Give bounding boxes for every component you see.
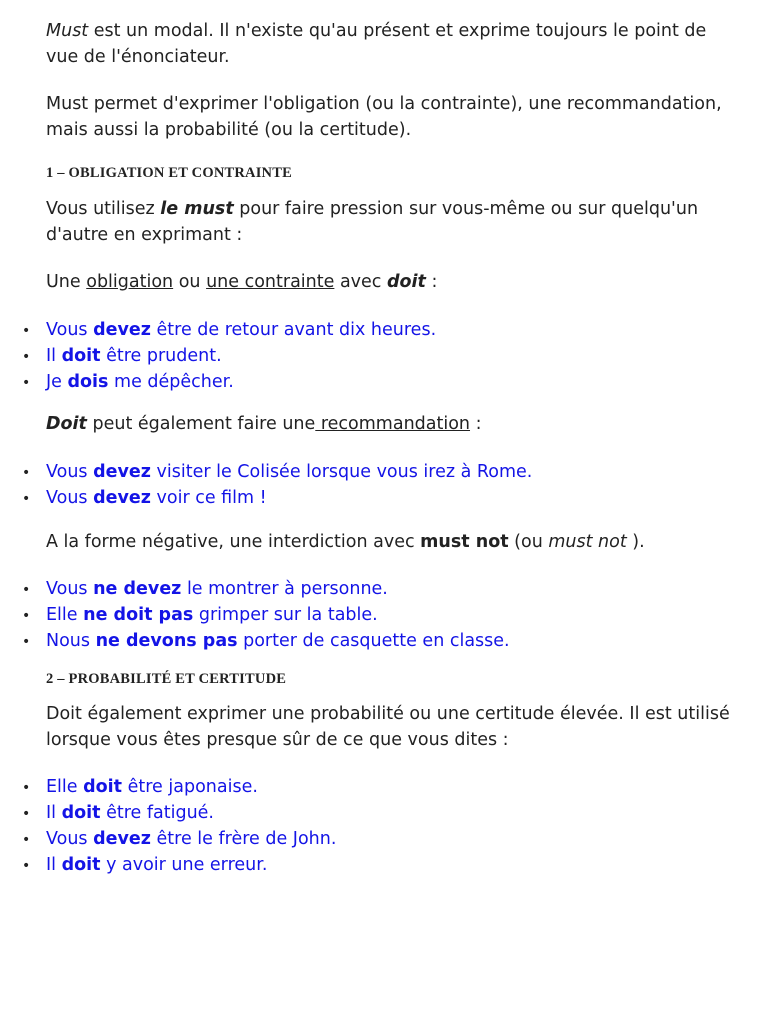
modal-verb: ne devez	[93, 579, 182, 599]
modal-verb: ne doit pas	[83, 605, 194, 625]
text: porter de casquette en classe.	[237, 631, 510, 651]
must-word: Must	[46, 21, 89, 41]
example-list-negative	[0, 576, 510, 654]
intro-paragraph-1	[46, 18, 736, 70]
list-item	[0, 602, 510, 628]
modal-verb: doit	[61, 346, 101, 366]
text: Vous utilisez	[46, 199, 161, 219]
bullet-icon: •	[22, 858, 31, 874]
list-item	[0, 317, 436, 343]
text: :	[470, 414, 482, 434]
section1-paragraph-4	[46, 529, 736, 555]
text: Vous	[46, 579, 94, 599]
text: Vous	[46, 320, 94, 340]
text: pour faire pression sur vous-même ou sur quelqu'un d'autre en exprimant :	[46, 199, 699, 245]
bullet-icon: •	[22, 491, 31, 507]
bullet-icon: •	[22, 634, 31, 650]
section1-paragraph-2	[46, 269, 736, 295]
example-list-probability	[0, 774, 336, 878]
modal-verb: doit	[83, 777, 123, 797]
bullet-icon: •	[22, 608, 31, 624]
text: Il	[46, 346, 62, 366]
bullet-icon: •	[22, 323, 31, 339]
text: Elle	[46, 777, 84, 797]
modal-verb: devez	[93, 488, 151, 508]
text: A la forme négative, une interdiction avec	[46, 532, 421, 552]
underlined-term: une contrainte	[206, 272, 335, 292]
bullet-icon: •	[22, 780, 31, 796]
bullet-icon: •	[22, 832, 31, 848]
text: grimper sur la table.	[193, 605, 378, 625]
modal-verb: devez	[93, 320, 151, 340]
bullet-icon: •	[22, 465, 31, 481]
text: Il	[46, 855, 62, 875]
section1-paragraph-1	[46, 196, 736, 248]
text: Vous	[46, 829, 94, 849]
text: Nous	[46, 631, 96, 651]
modal-verb: dois	[67, 372, 109, 392]
text: Je	[46, 372, 68, 392]
text: Une	[46, 272, 87, 292]
bullet-icon: •	[22, 375, 31, 391]
list-item	[0, 774, 336, 800]
intro-paragraph-2: Must permet d'exprimer l'obligation (ou la contrainte), une recommandation, mais aussi la probabilité (ou la certitude).	[46, 94, 722, 140]
text: Elle	[46, 605, 84, 625]
list-item	[0, 343, 436, 369]
emphasis: le must	[160, 199, 234, 219]
text: me dépêcher.	[108, 372, 234, 392]
underlined-term: obligation	[86, 272, 174, 292]
list-item	[0, 369, 436, 395]
emphasis: doit	[386, 272, 426, 292]
text: Il	[46, 803, 62, 823]
modal-verb: doit	[61, 803, 101, 823]
intro-text: est un modal. Il n'existe qu'au présent et exprime toujours le point de vue de l'énonciateur.	[46, 21, 707, 67]
text: (ou	[508, 532, 549, 552]
section2-paragraph-1: Doit également exprimer une probabilité ou une certitude élevée. Il est utilisé lorsque vous êtes presque sûr de ce que vous dites :	[46, 704, 730, 750]
text: y avoir une erreur.	[100, 855, 268, 875]
italic-term: must not	[548, 532, 627, 552]
text: peut également faire une	[86, 414, 316, 434]
list-item	[0, 852, 336, 878]
text: avec	[334, 272, 387, 292]
section1-paragraph-3	[46, 411, 736, 437]
text: Vous	[46, 488, 94, 508]
text: :	[425, 272, 438, 292]
example-list-recommendation	[0, 459, 532, 511]
modal-verb: devez	[93, 462, 151, 482]
emphasis: Doit	[46, 414, 87, 434]
text: visiter le Colisée lorsque vous irez à Rome.	[150, 462, 533, 482]
bullet-icon: •	[22, 806, 31, 822]
modal-verb: ne devons pas	[95, 631, 238, 651]
list-item	[0, 628, 510, 654]
list-item	[0, 576, 510, 602]
example-list-obligation	[0, 317, 436, 395]
list-item	[0, 826, 336, 852]
text: voir ce film !	[150, 488, 267, 508]
text: le montrer à personne.	[181, 579, 388, 599]
underlined-term: recommandation	[315, 414, 471, 434]
text: être prudent.	[100, 346, 222, 366]
modal-verb: devez	[93, 829, 151, 849]
list-item	[0, 459, 532, 485]
list-item	[0, 485, 532, 511]
text: être fatigué.	[100, 803, 214, 823]
text: ).	[626, 532, 645, 552]
emphasis: must not	[420, 532, 509, 552]
section-heading-obligation: 1 – OBLIGATION ET CONTRAINTE	[46, 165, 292, 181]
text: être de retour avant dix heures.	[150, 320, 437, 340]
text: ou	[173, 272, 207, 292]
text: être le frère de John.	[150, 829, 337, 849]
text: être japonaise.	[122, 777, 258, 797]
bullet-icon: •	[22, 582, 31, 598]
modal-verb: doit	[61, 855, 101, 875]
bullet-icon: •	[22, 349, 31, 365]
list-item	[0, 800, 336, 826]
section-heading-probability: 2 – PROBABILITÉ ET CERTITUDE	[46, 671, 287, 687]
text: Vous	[46, 462, 94, 482]
